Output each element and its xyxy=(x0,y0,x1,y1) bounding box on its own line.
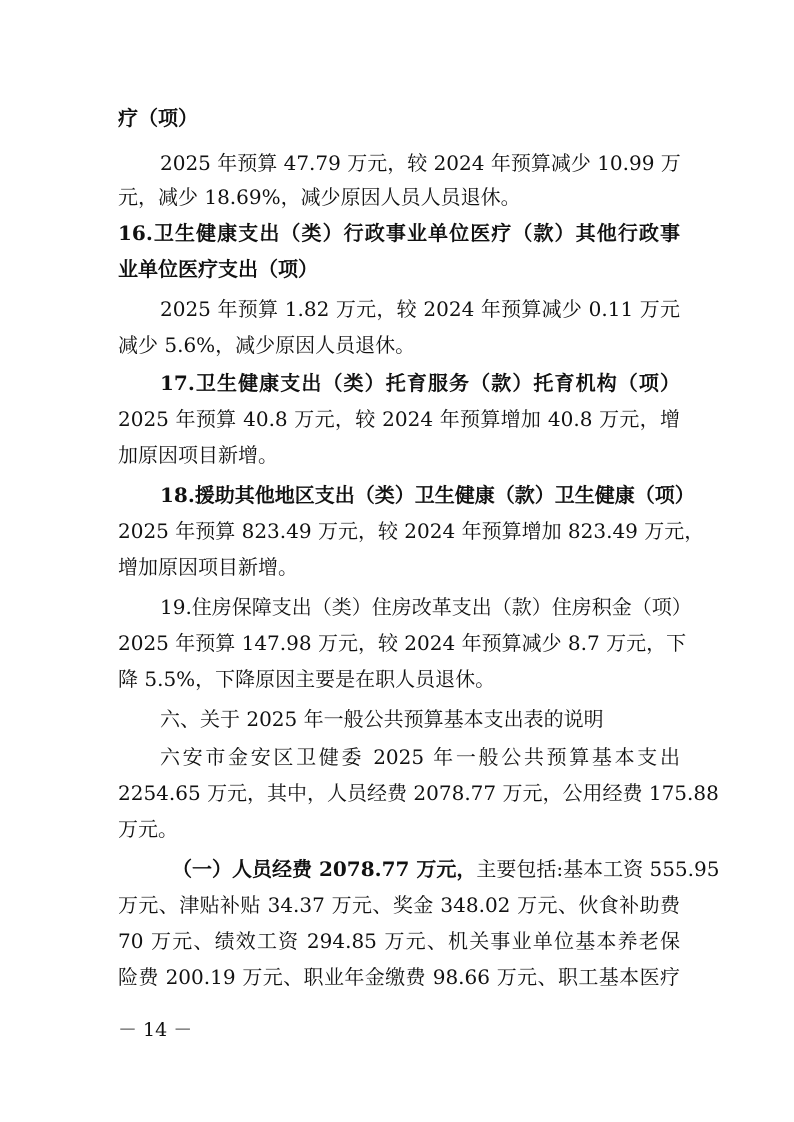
item-heading-19: 19.住房保障支出（类）住房改革支出（款）住房积金（项） xyxy=(160,595,692,619)
body-text-line: 2025 年预算 823.49 万元，较 2024 年预算增加 823.49 万元， xyxy=(118,519,705,543)
body-text-line: 2025 年预算 147.98 万元，较 2024 年预算减少 8.7 万元，下 xyxy=(118,631,687,655)
body-text-inline: 主要包括:基本工资 555.95 xyxy=(476,857,720,881)
body-text-line: 增加原因项目新增。 xyxy=(118,555,298,579)
body-text-line: 2025 年预算 47.79 万元，较 2024 年预算减少 10.99 万 xyxy=(160,151,681,175)
body-text-line: 2025 年预算 40.8 万元，较 2024 年预算增加 40.8 万元，增 xyxy=(118,407,680,431)
body-text-line: 元，减少 18.69%，减少原因人员人员退休。 xyxy=(118,185,521,209)
body-text-line: 降 5.5%，下降原因主要是在职人员退休。 xyxy=(118,667,496,691)
body-text-line: 万元。 xyxy=(118,817,178,841)
body-text-line: 减少 5.6%，减少原因人员退休。 xyxy=(118,333,416,357)
body-text-line: 险费 200.19 万元、职业年金缴费 98.66 万元、职工基本医疗 xyxy=(118,965,680,989)
body-text-line: 六安市金安区卫健委 2025 年一般公共预算基本支出 xyxy=(160,745,680,769)
body-text-line: 万元、津贴补贴 34.37 万元、奖金 348.02 万元、伙食补助费 xyxy=(118,893,680,917)
item-heading-16: 16.卫生健康支出（类）行政事业单位医疗（款）其他行政事 xyxy=(118,221,680,245)
item-heading-16-cont: 业单位医疗支出（项） xyxy=(118,257,318,281)
item-title-continuation: 疗（项） xyxy=(118,106,198,130)
page-number: － 14 － xyxy=(118,1019,193,1041)
body-text-line: 2025 年预算 1.82 万元，较 2024 年预算减少 0.11 万元 xyxy=(160,297,680,321)
subsection-heading-personnel: （一）人员经费 2078.77 万元， xyxy=(172,857,477,881)
section-heading-6: 六、关于 2025 年一般公共预算基本支出表的说明 xyxy=(160,707,604,731)
body-text-line: 加原因项目新增。 xyxy=(118,443,278,467)
item-heading-18: 18.援助其他地区支出（类）卫生健康（款）卫生健康（项） xyxy=(160,483,695,507)
body-text-line: 70 万元、绩效工资 294.85 万元、机关事业单位基本养老保 xyxy=(118,929,680,953)
subsection-line xyxy=(172,856,720,882)
item-heading-17: 17.卫生健康支出（类）托育服务（款）托育机构（项） xyxy=(160,371,680,395)
body-text-line: 2254.65 万元，其中，人员经费 2078.77 万元，公用经费 175.88 xyxy=(118,781,719,805)
